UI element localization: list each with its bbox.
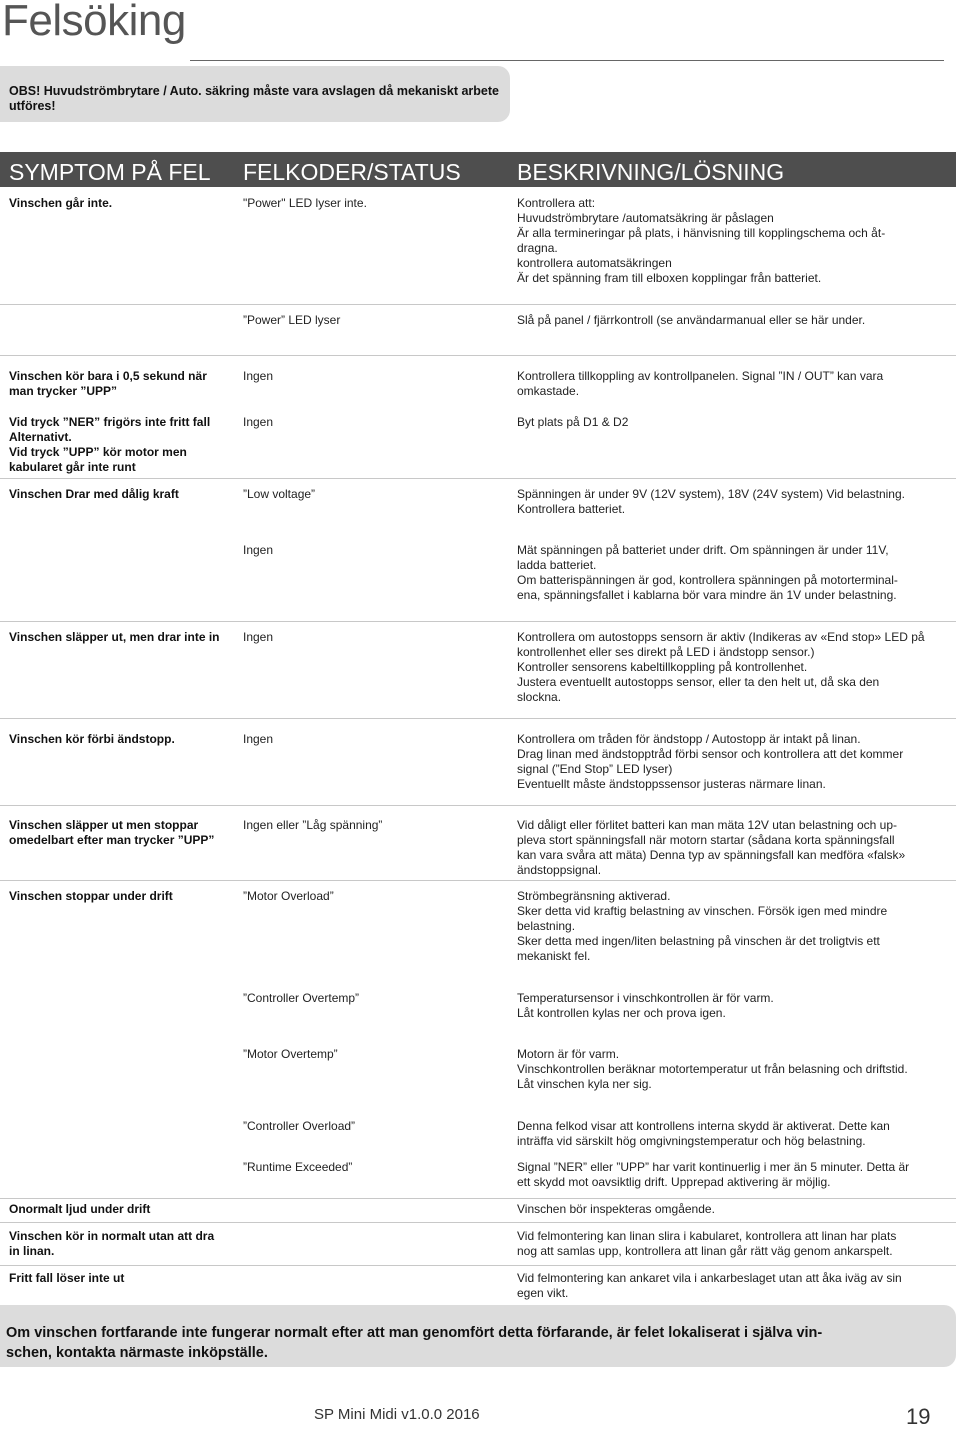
row-divider (0, 478, 956, 479)
row-code: ”Power” LED lyser (243, 313, 341, 327)
row-code: ”Motor Overtemp” (243, 1047, 338, 1061)
row-divider (0, 355, 956, 356)
row-code: ”Low voltage” (243, 487, 316, 501)
row-code: Ingen (243, 369, 274, 383)
row-description: Byt plats på D1 & D2 (517, 415, 629, 429)
page-number: 19 (906, 1404, 931, 1429)
table-header (0, 152, 956, 187)
row-description: Kontrollera om autostopps sensorn är aktiv (Indikeras av «End stop» LED på kontrollenhet eller ses direkt på LED i ändstopp sensor.) Kontroller sensorens kabeltillkoppling på kontrollenhet. Justera eventuellt autostopps sensor, eller ta den helt ut, då ska den slockna. (517, 630, 925, 704)
row-code: Ingen (243, 732, 274, 746)
row-description: Vid dåligt eller förlitet batteri kan man mäta 12V utan belastning och up- pleva stort spänningsfall när motorn startar (sådana korta spänningsfall kan vara svåra att mäta) Denna typ av spänningsfall kan medföra «falsk» ändstoppsignal. (517, 818, 906, 877)
row-symptom: Vinschen kör bara i 0,5 sekund när man trycker ”UPP” (9, 369, 207, 398)
row-description: Slå på panel / fjärrkontroll (se användarmanual eller se här under. (517, 313, 866, 327)
row-description: Spänningen är under 9V (12V system), 18V (24V system) Vid belastning. Kontrollera batteriet. (517, 487, 905, 516)
row-code: Ingen (243, 630, 274, 644)
row-divider (0, 1265, 956, 1266)
row-code: Ingen (243, 415, 274, 429)
row-code: ”Controller Overload” (243, 1119, 356, 1133)
warning-text: OBS! Huvudströmbrytare / Auto. säkring måste vara avslagen då mekaniskt arbete utföres! (9, 84, 499, 113)
row-description: Vid felmontering kan ankaret vila i ankarbeslaget utan att åka iväg av sin egen vikt. (517, 1271, 902, 1300)
row-divider (0, 1198, 956, 1199)
header-codes: FELKODER/STATUS (243, 159, 461, 185)
row-code: Ingen (243, 543, 274, 557)
warning-box (0, 66, 510, 122)
row-divider (0, 304, 956, 305)
row-symptom: Onormalt ljud under drift (9, 1202, 151, 1216)
page-title: Felsöking (2, 0, 186, 45)
row-code: ”Controller Overtemp” (243, 991, 360, 1005)
row-symptom: Vinschen kör in normalt utan att dra in linan. (9, 1229, 215, 1258)
row-symptom: Vinschen går inte. (9, 196, 113, 210)
row-description: Temperatursensor i vinschkontrollen är för varm. Låt kontrollen kylas ner och prova igen. (517, 991, 774, 1020)
row-description: Vid felmontering kan linan slira i kabularet, kontrollera att linan har plats nog att samlas upp, kontrollera att linan går rätt väg genom ankarspelt. (517, 1229, 897, 1258)
row-divider (0, 805, 956, 806)
row-symptom: Vinschen släpper ut, men drar inte in (9, 630, 220, 644)
header-description: BESKRIVNING/LÖSNING (517, 159, 785, 185)
row-description: Motorn är för varm. Vinschkontrollen beräknar motortemperatur ut från belasning och driftstid. Låt vinschen kyla ner sig. (517, 1047, 908, 1091)
row-divider (0, 880, 956, 881)
footer-note-box (0, 1305, 956, 1367)
row-description: Kontrollera om tråden för ändstopp / Autostopp är intakt på linan. Drag linan med ändstopptråd förbi sensor och kontrollera att det kommer signal (”End Stop” LED lyser) Eventuellt måste ändstoppssensor justeras närmare linan. (517, 732, 904, 791)
row-description: Denna felkod visar att kontrollens interna skydd är aktiverat. Dette kan inträffa vid särskilt hög omgivningstemperatur och hög belastning. (517, 1119, 890, 1148)
row-description: Vinschen bör inspekteras omgående. (517, 1202, 715, 1216)
row-divider (0, 1222, 956, 1223)
row-divider (0, 621, 956, 622)
row-description: Kontrollera tillkoppling av kontrollpanelen. Signal ”IN / OUT” kan vara omkastade. (517, 369, 884, 398)
footer-note-text: Om vinschen fortfarande inte fungerar normalt efter att man genomfört detta förfarande, är felet lokaliserat i själva vin- schen, kontakta närmaste inköpställe. (6, 1325, 823, 1361)
row-description: Strömbegränsning aktiverad. Sker detta vid kraftig belastning av vinschen. Försök igen med mindre belastning. Sker detta med ingen/liten belastning på vinschen är det troligtvis ett mekaniskt fel. (517, 889, 888, 963)
title-divider (190, 60, 944, 61)
row-symptom: Vinschen kör förbi ändstopp. (9, 732, 175, 746)
row-code: ”Runtime Exceeded” (243, 1160, 353, 1174)
header-symptom: SYMPTOM PÅ FEL (9, 159, 211, 185)
row-symptom: Vid tryck ”NER” frigörs inte fritt fall Alternativt. Vid tryck ”UPP” kör motor men kabularet går inte runt (9, 415, 211, 474)
row-symptom: Vinschen stoppar under drift (9, 889, 173, 903)
document-footer: SP Mini Midi v1.0.0 2016 (314, 1406, 480, 1423)
row-description: Mät spänningen på batteriet under drift. Om spänningen är under 11V, ladda batteriet. Om batterispänningen är god, kontrollera spänningen på motorterminal- ena, spänningsfallet i kablarna bör vara mindre än 1V under belastning. (517, 543, 898, 602)
row-symptom: Vinschen släpper ut men stoppar omedelbart efter man trycker ”UPP” (9, 818, 215, 847)
row-code: "Power" LED lyser inte. (243, 196, 367, 210)
row-symptom: Fritt fall löser inte ut (9, 1271, 125, 1285)
row-divider (0, 718, 956, 719)
row-code: Ingen eller ”Låg spänning” (243, 818, 383, 832)
row-description: Signal ”NER” eller ”UPP” har varit kontinuerlig i mer än 5 minuter. Detta är ett skydd mot oavsiktlig drift. Upprepad aktivering är möjlig. (517, 1160, 910, 1189)
row-symptom: Vinschen Drar med dålig kraft (9, 487, 179, 501)
row-code: ”Motor Overload” (243, 889, 334, 903)
row-description: Kontrollera att: Huvudströmbrytare /automatsäkring är påslagen Är alla termineringar på plats, i hänvisning till kopplingschema och åt- dragna. kontrollera automatsäkringen Är det spänning fram till elboxen kopplingar från batteriet. (517, 196, 886, 285)
